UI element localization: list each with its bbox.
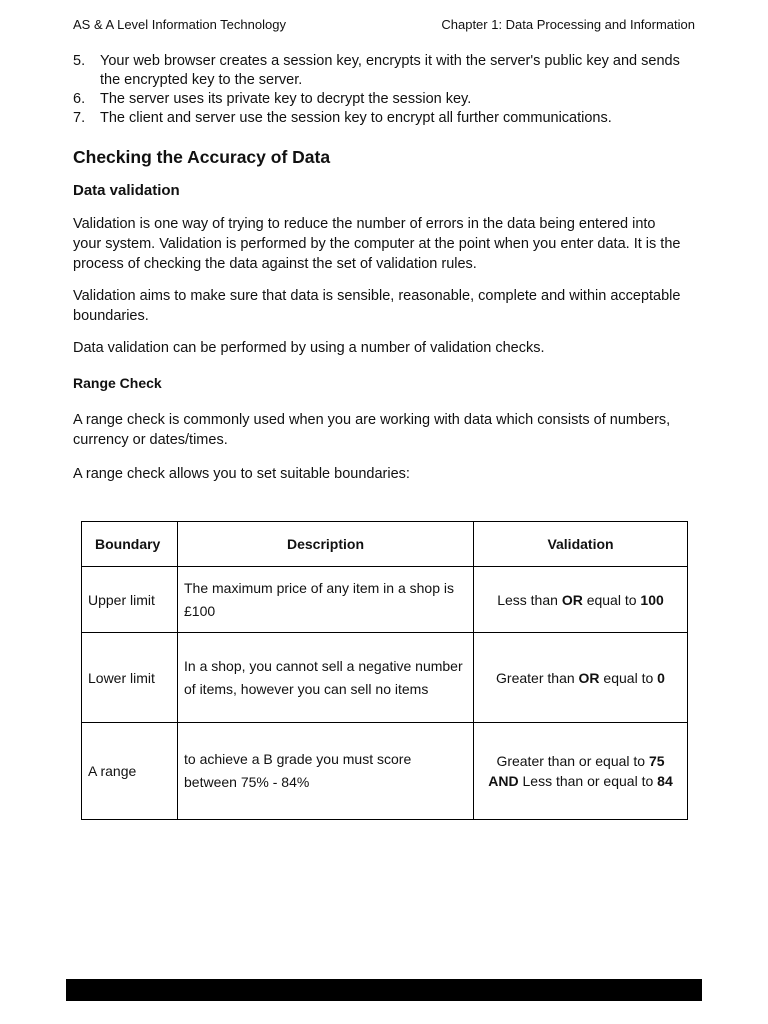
validation-keyword: AND	[488, 773, 519, 789]
paragraph: Validation aims to make sure that data is sensible, reasonable, complete and within acceptable boundaries.	[73, 288, 681, 324]
validation-text: Greater than	[496, 669, 579, 686]
column-header-description: Description	[178, 522, 474, 567]
validation-cell	[474, 567, 688, 633]
description-cell: to achieve a B grade you must score between 75% - 84%	[178, 723, 474, 820]
section-title: Checking the Accuracy of Data	[73, 147, 331, 167]
validation-text: Less than or equal to	[518, 773, 658, 789]
validation-cell	[474, 633, 688, 723]
paragraph: A range check allows you to set suitable boundaries:	[73, 466, 410, 482]
description-cell: The maximum price of any item in a shop is £100	[178, 567, 474, 633]
validation-value: 75	[648, 753, 665, 769]
list-item-text: Your web browser creates a session key, encrypts it with the server's public key and sends the encrypted key to the server.	[100, 53, 680, 88]
validation-value: 84	[657, 773, 673, 789]
paragraph: A range check is commonly used when you are working with data which consists of numbers, currency or dates/times.	[73, 412, 671, 448]
steps-list	[73, 52, 683, 128]
table-row	[82, 723, 688, 820]
validation-cell	[474, 723, 688, 820]
list-item	[73, 90, 683, 109]
validation-text: Less than	[497, 591, 562, 608]
list-item	[73, 52, 683, 90]
table-row	[82, 633, 688, 723]
list-item-number: 7.	[73, 110, 86, 126]
list-item	[73, 109, 683, 128]
column-header-boundary: Boundary	[82, 522, 178, 567]
validation-text: equal to	[599, 669, 658, 686]
header-book-title: AS & A Level Information Technology	[73, 17, 286, 32]
table-header-row	[82, 522, 688, 567]
subsection-title: Data validation	[73, 182, 180, 199]
boundary-cell: Upper limit	[82, 567, 178, 633]
boundary-cell: Lower limit	[82, 633, 178, 723]
column-header-validation: Validation	[474, 522, 688, 567]
paragraph: Validation is one way of trying to reduce the number of errors in the data being entered into your system. Validation is performed by the computer at the point when you enter data. It is the process of checking the data against the set of validation rules.	[73, 216, 681, 272]
header-chapter-title: Chapter 1: Data Processing and Information	[441, 17, 695, 32]
description-cell: In a shop, you cannot sell a negative number of items, however you can sell no items	[178, 633, 474, 723]
list-item-text: The server uses its private key to decrypt the session key.	[100, 91, 472, 107]
boundary-cell: A range	[82, 723, 178, 820]
paragraph: Data validation can be performed by using a number of validation checks.	[73, 340, 545, 356]
range-check-title: Range Check	[73, 375, 162, 391]
validation-keyword: OR	[561, 591, 583, 608]
list-item-text: The client and server use the session key to encrypt all further communications.	[100, 110, 612, 126]
validation-value: 100	[640, 591, 664, 608]
validation-value: 0	[657, 669, 665, 686]
boundaries-table	[81, 521, 688, 820]
validation-text: equal to	[582, 591, 641, 608]
footer-bar	[66, 979, 702, 1001]
table-row	[82, 567, 688, 633]
list-item-number: 5.	[73, 53, 86, 69]
validation-keyword: OR	[578, 669, 600, 686]
list-item-number: 6.	[73, 91, 86, 107]
validation-text: Greater than or equal to	[496, 753, 649, 769]
